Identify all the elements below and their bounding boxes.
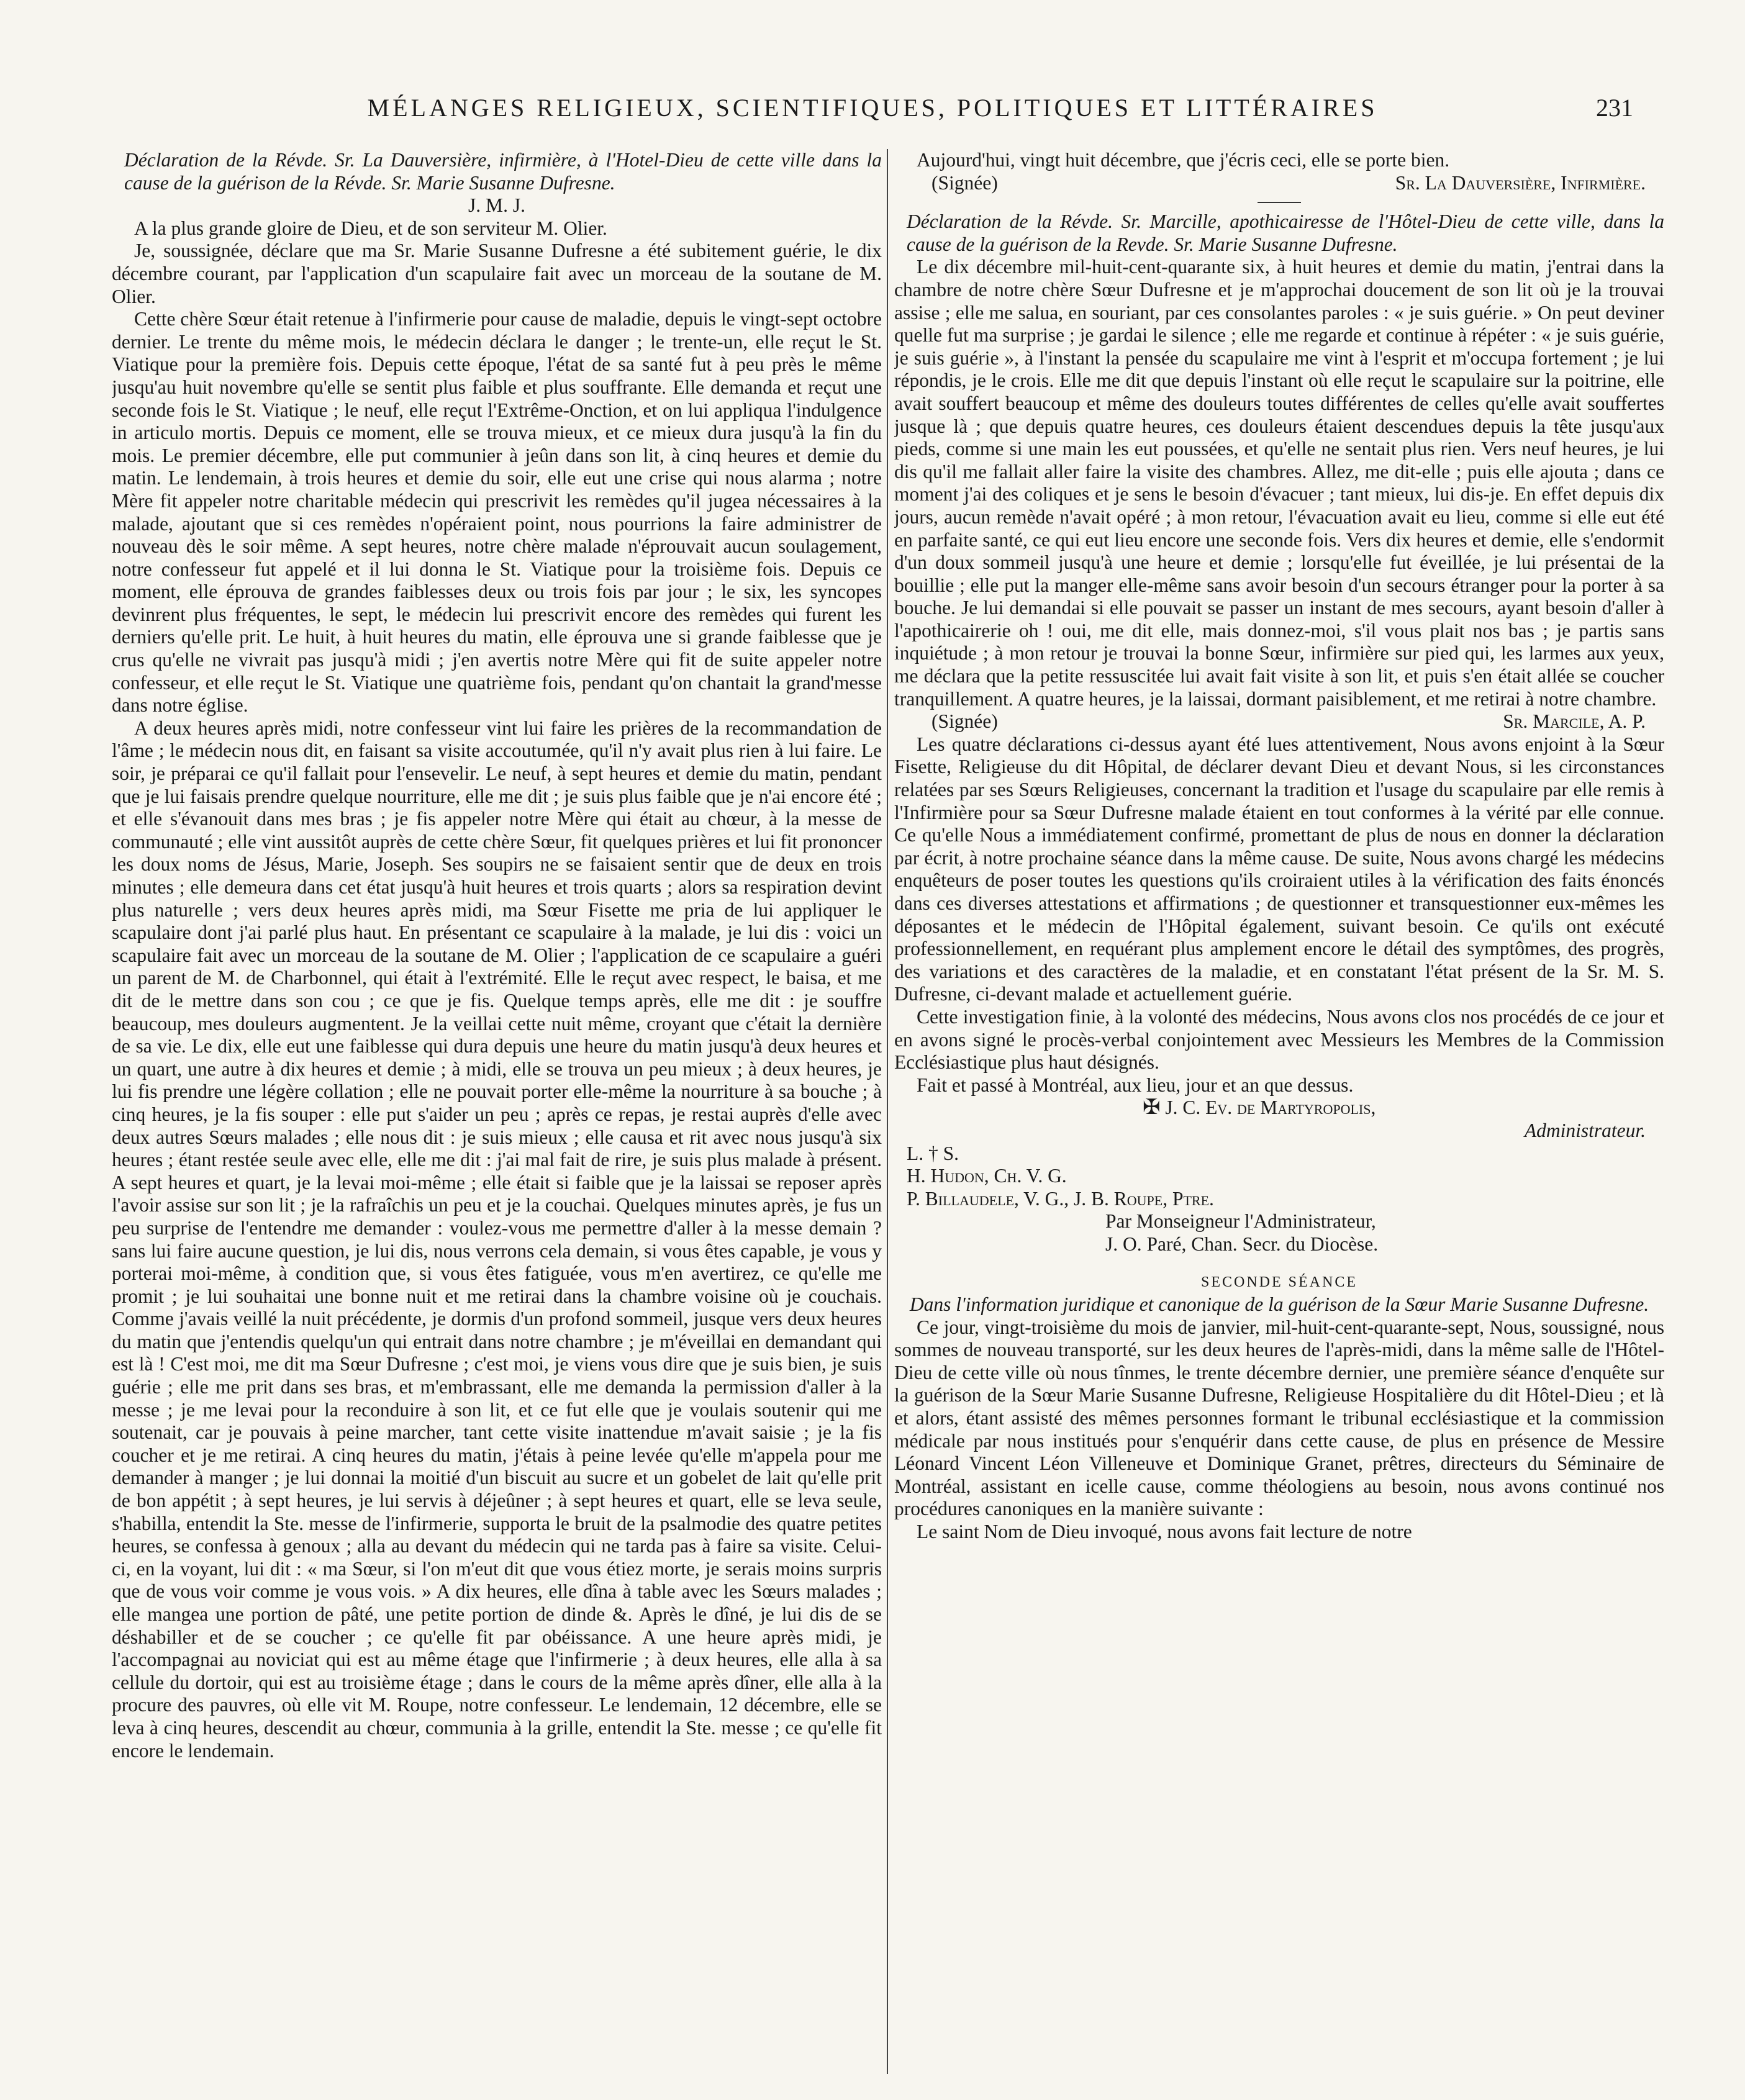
running-head [112,93,1633,130]
paragraph: Je, soussignée, déclare que ma Sr. Marie Susanne Dufresne a été subitement guérie, le dix décembre courant, par l'application d'un scapulaire fait avec un morceau de la soutane de M. Olier. [112,240,882,307]
paragraph: A deux heures après midi, notre confesseur vint lui faire les prières de la recommandation de l'âme ; le médecin nous dit, en faisant sa visite accoutumée, qu'il n'y avait plus rien à lui faire. Le soir, je préparai ce qu'il fallait pour l'ensevelir. Le neuf, à sept heures et demie du matin, pendant que je lui faisais prendre quelque nourriture, elle me dit ; je suis plus faible que je n'ai encore été ; et elle s'évanouit dans mes bras ; je fis appeler notre Mère qui était au chœur, à la messe de communauté ; elle vint aussitôt auprès de cette chère Sœur, fit quelques prières et lui fit prononcer les doux noms de Jésus, Marie, Joseph. Ses soupirs ne se faisaient sentir que de deux en trois minutes ; elle demeura dans cet état jusqu'à huit heures et trois quarts ; alors sa respiration devint plus naturelle ; vers deux heures après midi, ma Sœur Fisette me pria de lui appliquer le scapulaire dont j'ai parlé plus haut. En présentant ce scapulaire à la malade, je lui dis : voici un scapulaire fait avec un morceau de la soutane de M. Olier ; l'application de ce scapulaire a guéri un parent de M. de Charbonnel, qui était à l'extrémité. Elle le reçut avec respect, le baisa, et me dit de le mettre dans son cou ; ce que je fis. Quelque temps après, elle me dit : je souffre beaucoup, mes douleurs augmentent. Je la veillai cette nuit même, croyant que c'était la dernière de sa vie. Le dix, elle eut une faiblesse qui dura depuis une heure du matin jusqu'à deux heures et un quart, une autre à dix heures et demie ; à midi, elle se trouva un peu mieux ; à deux heures, je lui fis prendre une légère collation ; elle ne pouvait porter elle-même la nourriture à sa bouche ; à cinq heures, je la fis souper : elle put s'aider un peu ; après ce repas, je restai auprès d'elle avec deux autres Sœurs malades ; elle nous dit : je suis mieux ; elle causa et rit avec nous jusqu'à six heures ; étant restée seule avec elle, elle me dit : j'ai mal fait de rire, je suis plus malade à présent. A sept heures et quart, je la levai moi-même ; elle était si faible que je la laissai se reposer après l'avoir assise sur son lit ; je la rafraîchis un peu et je la couchai. Quelques minutes après, je fus un peu surprise de l'entendre me demander : voulez-vous me permettre d'aller à la messe demain ? sans lui faire aucune question, je lui dis, nous verrons cela demain, si vous êtes capable, je vous y porterai moi-même, à condition que, si vous êtes fatiguée, vous m'en avertirez, ce qu'elle me promit ; je lui souhaitai une bonne nuit et me retirai dans la chambre voisine où je couchais. Comme j'avais veillé la nuit précédente, je dormis d'un profond sommeil, jusque vers deux heures du matin que j'entendis quelqu'un qui entrait dans notre chambre ; je m'éveillai en demandant qui est là ! C'est moi, me dit ma Sœur Dufresne ; c'est moi, je viens vous dire que je suis bien, je suis guérie ; elle me prit dans ses bras, et m'embrassant, elle me demanda la permission d'aller à la messe ; je me levai pour la reconduire à son lit, et ce fut elle que je voulais soutenir qui me soutenait, car je pouvais à peine marcher, tant cette visite inattendue m'avait saisie ; je la fis coucher et je me retirai. A cinq heures du matin, j'étais à peine levée qu'elle m'appela pour me demander à manger ; je lui donnai la moitié d'un biscuit au sucre et un gobelet de lait qu'elle prit de bon appétit ; à sept heures, je lui servis à déjeûner ; à sept heures et quart, elle se leva seule, s'habilla, entendit la Ste. messe de l'infirmerie, supporta le bruit de la psalmodie des quatre petites heures, se confessa à genoux ; alla au devant du médecin qui ne tarda pas à faire sa visite. Celui-ci, en la voyant, lui dit : « ma Sœur, si l'on m'eut dit que vous étiez morte, je serais moins surpris que de vous voir comme je vous vois. » A dix heures, elle dîna à table avec les Sœurs malades ; elle mangea une portion de pâté, une petite portion de dinde &. Après le dîné, je lui dis de se déshabiller et de se coucher ; ce qu'elle fit par obéissance. A une heure après midi, je l'accompagnai au noviciat qui est au même étage que l'infirmerie ; à deux heures, elle alla à sa cellule du dortoir, qui est au troisième étage ; dans le cours de la même après dîner, elle alla à la procure des pauvres, où elle vit M. Roupe, notre confesseur. Le lendemain, 12 décembre, elle se leva à cinq heures, descendit au chœur, communia à la grille, entendit la Ste. messe ; ce qu'elle fit encore le lendemain. [112,717,882,1762]
declaration-heading-dauversiere: Déclaration de la Révde. Sr. La Dauversière, infirmière, à l'Hotel-Dieu de cette ville dans la cause de la guérison de la Révde. Sr. Marie Susanne Dufresne. [124,149,882,194]
page-number: 231 [1596,94,1633,122]
paragraph: Les quatre déclarations ci-dessus ayant été lues attentivement, Nous avons enjoint à la Sœur Fisette, Religieuse du dit Hôpital, de déclarer devant Dieu et devant Nous, si les circonstances relatées par ses Sœurs Religieuses, concernant la tradition et l'usage du scapulaire par elle remis à l'Infirmière pour sa Sœur Dufresne malade étaient en tout conformes à la vérité par elle connue. Ce qu'elle Nous a immédiatement confirmé, promettant de plus de nous en donner la déclaration par écrit, à notre prochaine séance dans la même cause. De suite, Nous avons chargé les médecins enquêteurs de poser toutes les questions qu'ils croiraient utiles à la vérification des faits énoncés dans ces diverses attestations et affirmations ; de questionner et transquestionner eux-mêmes les déposantes et le médecin de l'Hôpital également, suivant besoin. Ce qu'ils ont exécuté professionnellement, en requérant plus amplement encore le détail des symptômes, des progrès, des variations et des caractères de la maladie, et en constatant l'état présent de la Sr. M. S. Dufresne, ci-devant malade et actuellement guérie. [894,733,1664,1005]
section-title: SECONDE SÉANCE [1200,1274,1357,1290]
signature-pare: J. O. Paré, Chan. Secr. du Diocèse. [1105,1233,1379,1255]
running-title: MÉLANGES RELIGIEUX, SCIENTIFIQUES, POLITIQUES ET LITTÉRAIRES [367,94,1378,122]
signature-hudon: H. Hudon, Ch. V. G. [907,1165,1067,1187]
paragraph: Cette investigation finie, à la volonté des médecins, Nous avons clos nos procédés de ce jour et en avons signé le procès-verbal conjointement avec Messieurs les Membres de la Commission Ecclésiastique plus haut désignés. [894,1005,1664,1074]
signature-bishop: ✠ J. C. Ev. de Martyropolis, [1143,1096,1376,1120]
closing-line: Aujourd'hui, vingt huit décembre, que j'écris ceci, elle se porte bien. [917,149,1450,171]
paragraph: Le saint Nom de Dieu invoqué, nous avons fait lecture de notre [917,1521,1412,1543]
signature-seal: L. † S. [907,1142,959,1164]
jmj-line: J. M. J. [468,194,525,217]
signature-marcile [894,710,1664,733]
signature-billaudele: P. Billaudele, V. G., J. B. Roupe, Ptre. [907,1187,1214,1210]
signature-label: (Signée) [931,710,998,733]
paragraph: Fait et passé à Montréal, aux lieu, jour et an que dessus. [917,1074,1354,1096]
signature-label: (Signée) [931,171,998,194]
left-column [112,149,882,2074]
dedication-line: A la plus grande gloire de Dieu, et de son serviteur M. Olier. [134,217,607,239]
paragraph: Ce jour, vingt-troisième du mois de janvier, mil-huit-cent-quarante-sept, Nous, soussigné, nous sommes de nouveau transporté, sur les deux heures de l'après-midi, dans la même salle de l'Hôtel-Dieu de cette ville où nous tînmes, le trente décembre dernier, une première séance d'enquête sur la guérison de la Sœur Marie Susanne Dufresne, Religieuse Hospitalière du dit Hôtel-Dieu ; et là et alors, étant assisté des mêmes personnes formant le tribunal ecclésiastique et la commission médicale par nous institués pour s'enquérir dans cette cause, de plus en présence de Messire Léonard Vincent Léon Villeneuve et Dominique Granet, prêtres, directeurs du Séminaire de Montréal, assistant en icelle cause, comme théologiens au besoin, nous avons continué nos procédures canoniques en la manière suivante : [894,1316,1664,1520]
signature-dauversiere [894,172,1664,195]
maltese-cross-icon: ✠ [1143,1096,1161,1120]
column-divider [887,149,888,2074]
right-column [894,149,1664,2074]
section-subtitle: Dans l'information juridique et canonique de la guérison de la Sœur Marie Susanne Dufresne. [909,1293,1649,1316]
signature-par: Par Monseigneur l'Administrateur, [1105,1210,1376,1233]
paragraph: Cette chère Sœur était retenue à l'infirmerie pour cause de maladie, depuis le vingt-sept octobre dernier. Le trente du même mois, le médecin déclara le danger ; le trente-un, elle reçut le St. Viatique pour la première fois. Depuis cette époque, l'état de sa santé fut à peu près le même jusqu'au huit novembre qu'elle se sentit plus faible et plus souffrante. Elle demanda et reçut une seconde fois le St. Viatique ; le neuf, elle reçut l'Extrême-Onction, et on lui appliqua l'indulgence in articulo mortis. Depuis ce moment, elle se trouva mieux, et ce mieux dura jusqu'à la fin du mois. Le premier décembre, elle put communier à jeûn dans son lit, à cinq heures et demie du matin. Le lendemain, à trois heures et demie du soir, elle eut une crise qui nous alarma ; notre Mère fit appeler notre charitable médecin qui prescrivit les remèdes qu'il jugea nécessaires à la malade, ajoutant que si ces remèdes n'opéraient point, nous pourrions la faire administrer de nouveau dès le soir même. A sept heures, notre chère malade n'éprouvait aucun soulagement, notre confesseur fut appelé et il lui donna le St. Viatique pour la troisième fois. Depuis ce moment, elle éprouva de grandes faiblesses deux ou trois fois par jour ; le six, les syncopes devinrent plus fréquentes, le sept, le médecin lui prescrivit encore des remèdes qui furent les derniers qu'elle prit. Le huit, à huit heures du matin, elle éprouva une si grande faiblesse que je crus qu'elle ne vivrait pas jusqu'à midi ; j'en avertis notre Mère qui fit de suite appeler notre confesseur, et elle reçut le St. Viatique une quatrième fois, pendant qu'on chantait la grand'messe dans notre église. [112,308,882,717]
signature-name: Sr. Marcile, A. P. [1503,710,1646,733]
paragraph: Le dix décembre mil-huit-cent-quarante six, à huit heures et demie du matin, j'entrai dans la chambre de notre chère Sœur Dufresne et je m'approchai doucement de son lit où je la trouvai assise ; elle me salua, en souriant, par ces consolantes paroles : « je suis guérie. » On peut deviner quelle fut ma surprise ; je gardai le silence ; elle me regarde et continue à répéter : « je suis guérie, je suis guérie », à l'instant la pensée du scapulaire me vint à l'esprit et m'occupa fortement ; je lui répondis, je le crois. Elle me dit que depuis l'instant où elle reçut le scapulaire sur la poitrine, elle avait souffert beaucoup et même des douleurs toutes différentes de celles qu'elle avait souffertes jusque là ; que depuis quatre heures, ces douleurs étaient descendues depuis la tête jusqu'aux pieds, comme si une main les eut poussées, et qu'elle ne sentait plus rien. Vers neuf heures, je lui dis qu'il me fallait aller faire la visite des chambres. Allez, me dit-elle ; puis elle ajouta ; dans ce moment j'ai des coliques et je sens le besoin d'évacuer ; tant mieux, lui dis-je. En effet depuis dix jours, aucun remède n'avait opéré ; à mon retour, l'évacuation avait eu lieu, comme si elle eut été en parfaite santé, ce qui eut lieu encore une seconde fois. Vers dix heures et demie, elle s'endormit d'un doux sommeil jusqu'à une heure et demie ; lorsqu'elle fut éveillée, je lui présentai de la bouillie ; elle put la manger elle-même sans avoir besoin d'un secours étranger pour la porter à sa bouche. Je lui demandai si elle pouvait se passer un instant de mes secours, ayant besoin d'aller à l'apothicairerie oh ! oui, me dit elle, mais donnez-moi, s'il vous plait nos bas ; je partis sans inquiétude ; à mon retour je trouvai la bonne Sœur, infirmière sur pied qui, les larmes aux yeux, me déclara que la petite ressuscitée lui avait fait visite à son lit, et puis s'en était allée se coucher tranquillement. A quatre heures, je la laissai, dormant paisiblement, et me retirai à notre chambre. [894,256,1664,710]
signature-name: Sr. La Dauversière, Infirmière. [1395,171,1646,194]
signature-administrator: Administrateur. [1524,1119,1646,1141]
divider [1258,202,1301,203]
declaration-heading-marcille: Déclaration de la Révde. Sr. Marcille, apothicairesse de l'Hôtel-Dieu de cette ville, dans la cause de la guérison de la Revde. Sr. Marie Susanne Dufresne. [907,210,1664,255]
